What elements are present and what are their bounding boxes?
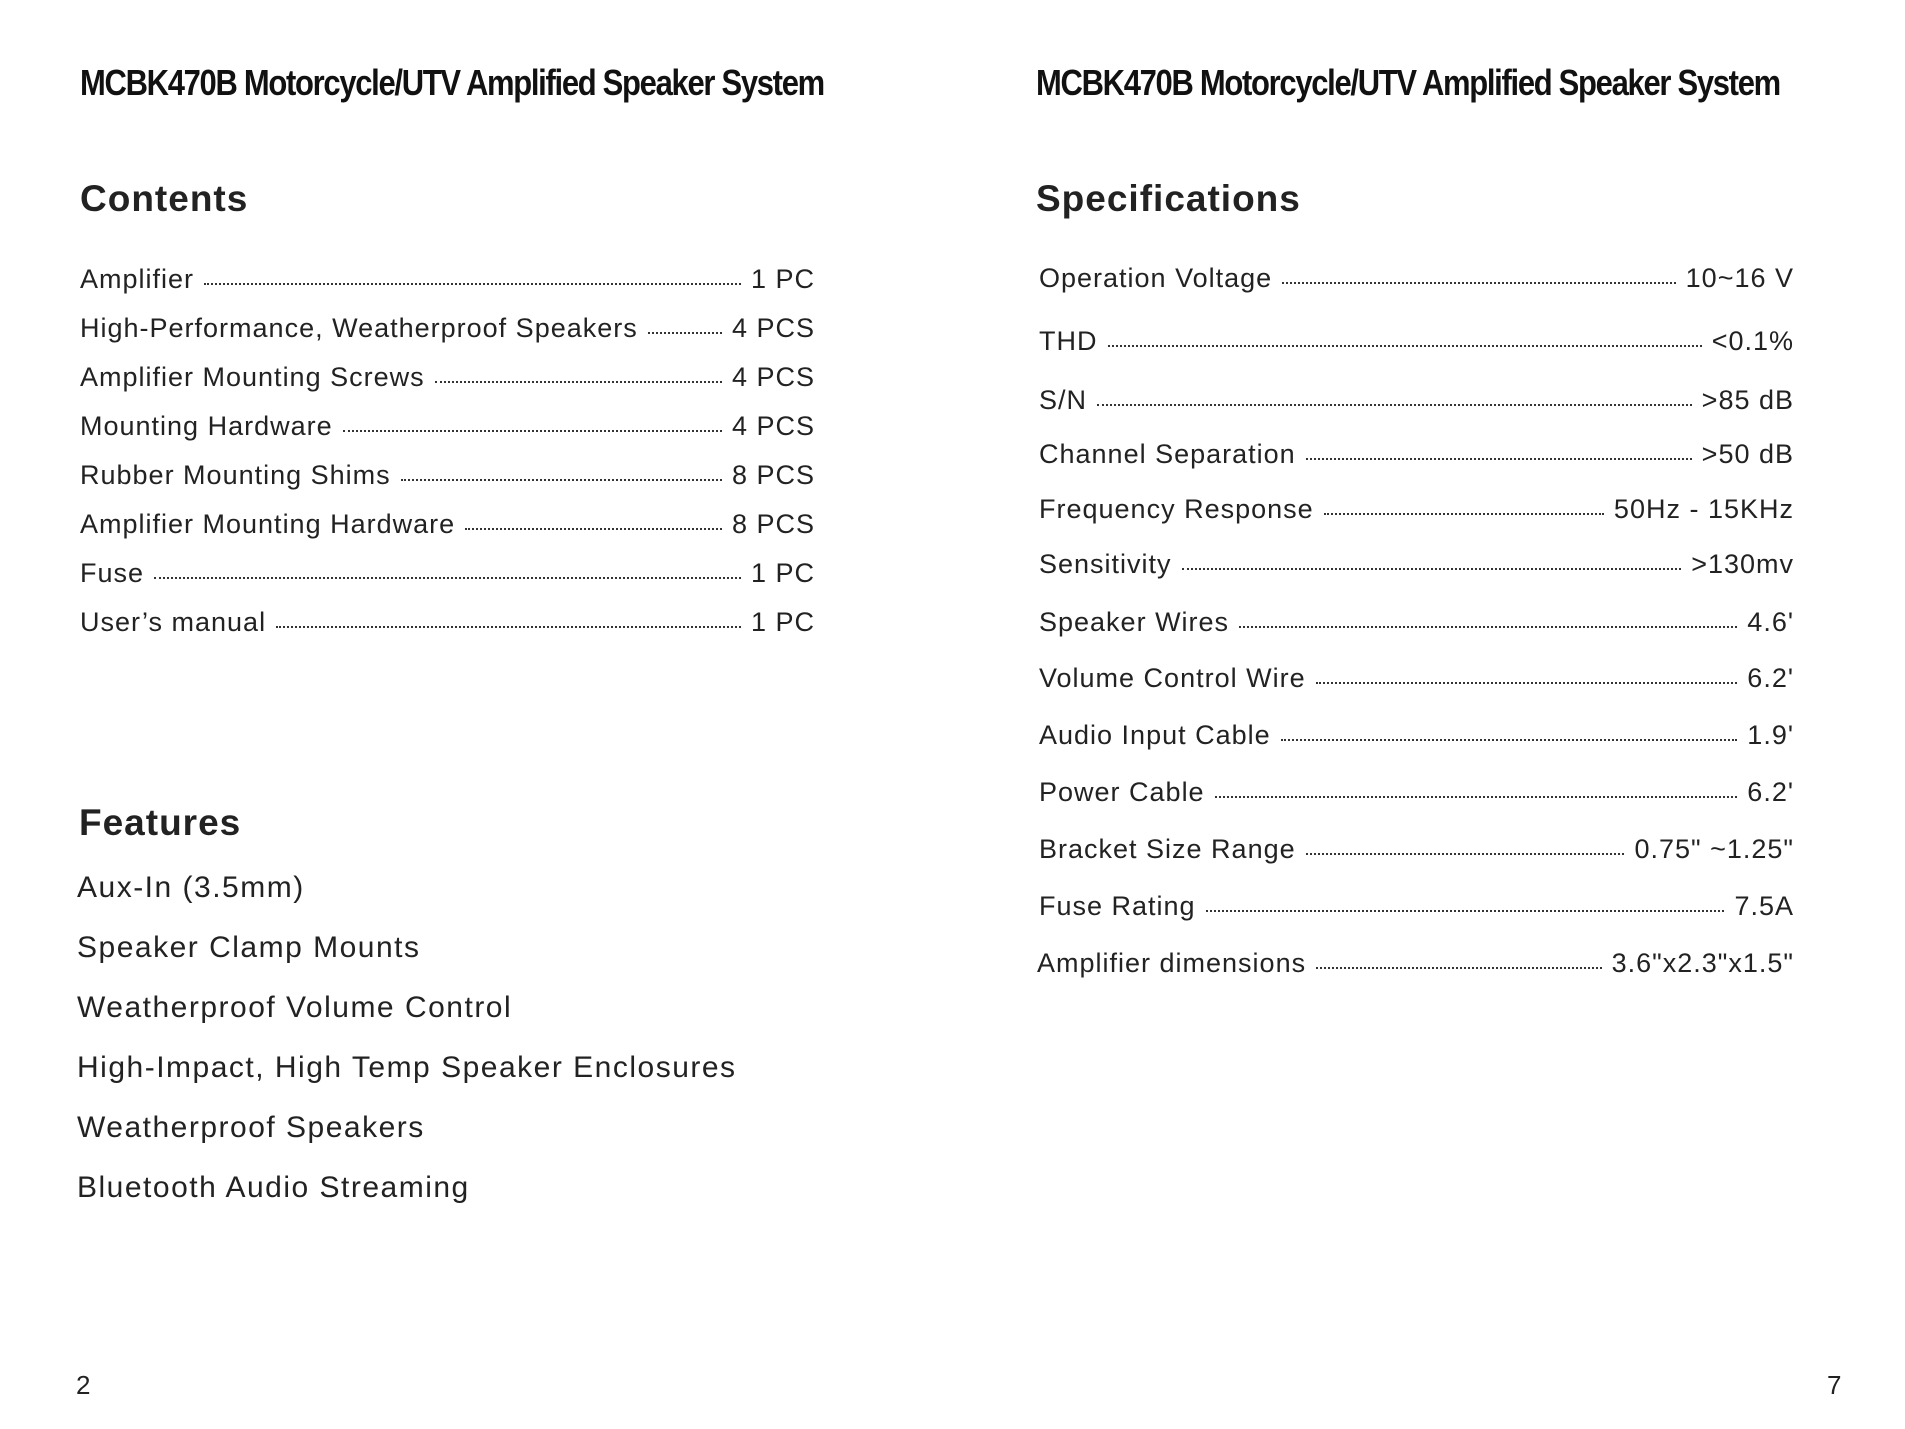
spec-value: 0.75" ~1.25" xyxy=(1634,834,1794,864)
spec-row xyxy=(1039,834,1794,865)
left-page-header: MCBK470B Motorcycle/UTV Amplified Speaker System xyxy=(80,62,824,103)
spec-label: Speaker Wires xyxy=(1039,607,1230,637)
dot-leader xyxy=(435,381,722,383)
dash-leader xyxy=(1316,682,1738,684)
spec-row xyxy=(1039,663,1794,694)
dot-leader xyxy=(401,479,722,481)
spec-value: 7.5A xyxy=(1734,891,1794,921)
spec-value: 10~16 V xyxy=(1685,263,1794,293)
contents-item-quantity: 8 PCS xyxy=(731,460,815,490)
page-number: 2 xyxy=(76,1370,91,1400)
right-page-header: MCBK470B Motorcycle/UTV Amplified Speaker System xyxy=(1036,62,1780,103)
features-list xyxy=(77,868,737,1228)
contents-item-quantity: 4 PCS xyxy=(731,362,815,392)
dash-leader xyxy=(1306,853,1625,855)
specifications-title: Specifications xyxy=(1036,178,1301,219)
page-number: 7 xyxy=(1827,1370,1842,1400)
contents-item xyxy=(80,411,815,442)
spec-label: THD xyxy=(1039,326,1098,356)
spec-row xyxy=(1039,385,1794,416)
contents-item xyxy=(80,313,815,344)
spec-value: 1.9' xyxy=(1747,720,1794,750)
contents-item xyxy=(80,558,815,589)
spec-label: Frequency Response xyxy=(1039,494,1314,524)
left-page xyxy=(0,0,952,1429)
dash-leader xyxy=(1108,345,1702,347)
dash-leader xyxy=(1281,739,1738,741)
spec-label: Fuse Rating xyxy=(1039,891,1196,921)
spec-label: Audio Input Cable xyxy=(1039,720,1271,750)
contents-item-quantity: 1 PC xyxy=(750,607,815,637)
contents-item xyxy=(80,509,815,540)
contents-item xyxy=(80,264,815,295)
spec-row xyxy=(1039,263,1794,294)
dot-leader xyxy=(154,577,741,579)
dash-leader xyxy=(1282,282,1675,284)
dot-leader xyxy=(648,332,722,334)
dot-leader xyxy=(204,283,741,285)
feature-item: Weatherproof Volume Control xyxy=(77,991,513,1024)
dot-leader xyxy=(343,430,722,432)
dash-leader xyxy=(1306,458,1692,460)
contents-item xyxy=(80,460,815,491)
spec-value: 6.2' xyxy=(1747,777,1794,807)
spec-row xyxy=(1039,549,1794,580)
contents-title: Contents xyxy=(80,178,249,219)
spec-label: Bracket Size Range xyxy=(1039,834,1296,864)
spec-row xyxy=(1039,777,1794,808)
spec-row xyxy=(1037,948,1794,979)
feature-item: Weatherproof Speakers xyxy=(77,1111,425,1144)
spec-row xyxy=(1039,891,1794,922)
spec-value: >85 dB xyxy=(1701,385,1794,415)
dash-leader xyxy=(1097,404,1692,406)
dash-leader xyxy=(1316,967,1602,969)
spec-label: Sensitivity xyxy=(1039,549,1172,579)
spec-value: 3.6"x2.3"x1.5" xyxy=(1611,948,1794,978)
contents-item-quantity: 1 PC xyxy=(750,264,815,294)
contents-item-label: Fuse xyxy=(80,558,145,588)
feature-item: Bluetooth Audio Streaming xyxy=(77,1171,470,1204)
contents-item-label: Rubber Mounting Shims xyxy=(80,460,391,490)
spec-value: 50Hz - 15KHz xyxy=(1613,494,1794,524)
spec-label: Power Cable xyxy=(1039,777,1205,807)
contents-item-label: User’s manual xyxy=(80,607,267,637)
spec-value: >50 dB xyxy=(1701,439,1794,469)
contents-item-quantity: 8 PCS xyxy=(731,509,815,539)
right-page xyxy=(952,0,1905,1429)
contents-item-quantity: 4 PCS xyxy=(731,313,815,343)
spec-row xyxy=(1039,326,1794,357)
features-title: Features xyxy=(79,802,242,843)
contents-item-quantity: 4 PCS xyxy=(731,411,815,441)
dash-leader xyxy=(1324,513,1604,515)
dash-leader xyxy=(1206,910,1725,912)
spec-row xyxy=(1039,439,1794,470)
feature-item: High-Impact, High Temp Speaker Enclosures xyxy=(77,1051,737,1084)
contents-item xyxy=(80,362,815,393)
dot-leader xyxy=(465,528,722,530)
spec-value: 4.6' xyxy=(1747,607,1794,637)
dash-leader xyxy=(1182,568,1682,570)
spec-label: S/N xyxy=(1039,385,1088,415)
dash-leader xyxy=(1239,626,1737,628)
spec-label: Amplifier dimensions xyxy=(1037,948,1307,978)
spec-row xyxy=(1039,607,1794,638)
feature-item: Aux-In (3.5mm) xyxy=(77,871,305,904)
feature-item: Speaker Clamp Mounts xyxy=(77,931,421,964)
dot-leader xyxy=(276,626,741,628)
dash-leader xyxy=(1215,796,1738,798)
contents-item xyxy=(80,607,815,638)
spec-value: <0.1% xyxy=(1711,326,1794,356)
contents-item-label: High-Performance, Weatherproof Speakers xyxy=(80,313,638,343)
spec-row xyxy=(1039,494,1794,525)
contents-item-quantity: 1 PC xyxy=(750,558,815,588)
contents-item-label: Amplifier xyxy=(80,264,195,294)
spec-label: Volume Control Wire xyxy=(1039,663,1306,693)
contents-item-label: Mounting Hardware xyxy=(80,411,333,441)
spec-label: Operation Voltage xyxy=(1039,263,1273,293)
contents-item-label: Amplifier Mounting Screws xyxy=(80,362,425,392)
spec-value: 6.2' xyxy=(1747,663,1794,693)
contents-item-label: Amplifier Mounting Hardware xyxy=(80,509,456,539)
spec-row xyxy=(1039,720,1794,751)
spec-value: >130mv xyxy=(1691,549,1794,579)
spec-label: Channel Separation xyxy=(1039,439,1296,469)
